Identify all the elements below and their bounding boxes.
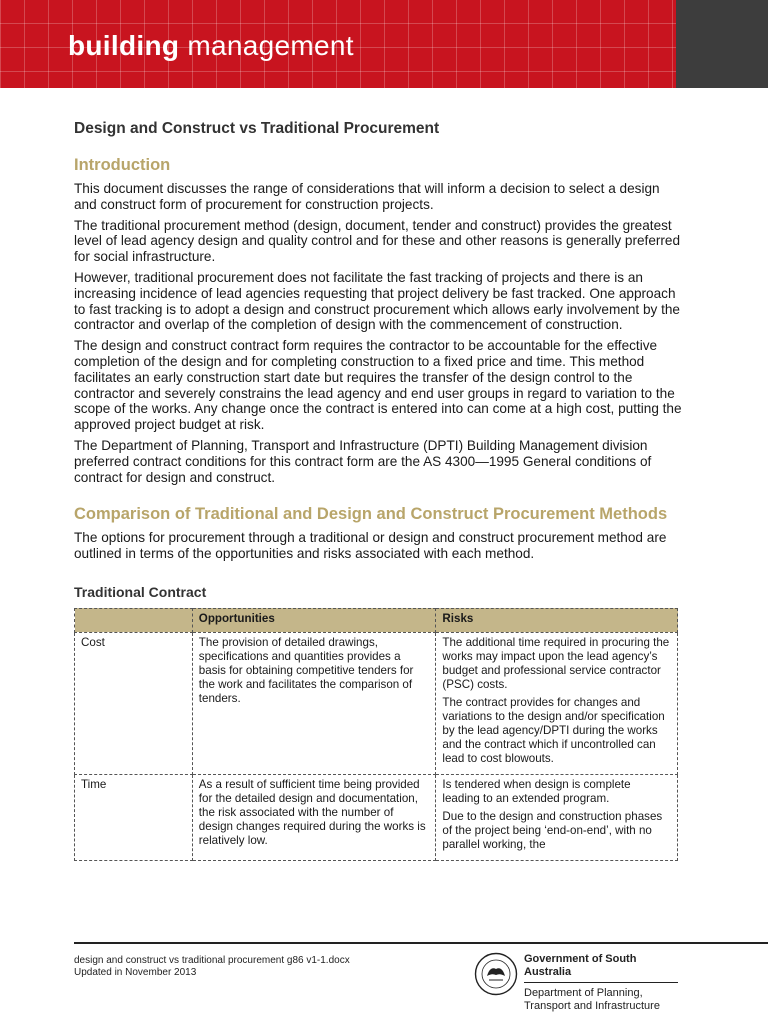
table-row bbox=[75, 632, 678, 774]
document-title: Design and Construct vs Traditional Procurement bbox=[74, 120, 440, 137]
paragraph: The Department of Planning, Transport and Infrastructure (DPTI) Building Management division preferred contract conditions for this contract form are the AS 4300—1995 General conditions of contract for design and construct. bbox=[74, 437, 652, 485]
header-banner bbox=[0, 0, 768, 88]
risk-item: Due to the design and construction phases of the project being ‘end-on-end’, with no parallel working, the bbox=[442, 809, 663, 851]
footer-doc-info bbox=[74, 955, 350, 978]
brand-bold: building bbox=[68, 30, 180, 61]
risk-item: The additional time required in procuring the works may impact upon the lead agency’s budget and professional service contractor (PSC) costs. bbox=[442, 635, 670, 691]
brand-title bbox=[68, 30, 354, 62]
table-row bbox=[75, 774, 678, 860]
footer-doc-name: design and construct vs traditional procurement g86 v1-1.docx bbox=[74, 955, 350, 966]
paragraph: The options for procurement through a traditional or design and construct procurement method are outlined in terms of the opportunities and risks associated with each method. bbox=[74, 530, 667, 562]
government-seal-icon bbox=[474, 952, 518, 996]
gov-name: Government of South Australia bbox=[524, 953, 678, 983]
footer-updated: Updated in November 2013 bbox=[74, 966, 197, 978]
dept-line-2: Transport and Infrastructure bbox=[524, 999, 660, 1012]
header-dark-block bbox=[676, 0, 768, 88]
intro-heading: Introduction bbox=[74, 156, 171, 174]
paragraph: However, traditional procurement does not facilitate the fast tracking of projects and there is an increasing incidence of lead agencies requesting that project delivery be fast tracked. One approach to fast tracking is to adopt a design and construct procurement which allows early involvement by the contractor and overlap of the completion of design with the commencement of construction. bbox=[74, 269, 680, 333]
footer-divider bbox=[74, 942, 768, 944]
table-header-cell: Risks bbox=[436, 608, 678, 632]
table-header-cell bbox=[75, 608, 193, 632]
row-label: Time bbox=[75, 774, 193, 860]
opportunities-cell: As a result of sufficient time being provided for the detailed design and documentation, the risk associated with the number of design changes required during the works is relatively low. bbox=[192, 774, 436, 860]
table-header-cell: Opportunities bbox=[192, 608, 436, 632]
table-header-row bbox=[75, 608, 678, 632]
opportunities-cell: The provision of detailed drawings, specifications and quantities provides a basis for obtaining competitive tenders for the work and facilitates the comparison of tenders. bbox=[192, 632, 436, 774]
comparison-table bbox=[74, 608, 678, 861]
brand-light: management bbox=[187, 30, 354, 61]
dept-line-1: Department of Planning, bbox=[524, 987, 643, 999]
row-label: Cost bbox=[75, 632, 193, 774]
risk-item: Is tendered when design is complete leading to an extended program. bbox=[442, 777, 631, 805]
risk-item: The contract provides for changes and variations to the design and/or specification by the lead agency/DPTI during the works and the contract which if uncontrolled can lead to cost blowouts. bbox=[442, 695, 665, 765]
table-heading: Traditional Contract bbox=[74, 583, 207, 600]
risks-cell bbox=[436, 774, 678, 860]
document-body bbox=[74, 120, 684, 861]
paragraph: The traditional procurement method (design, document, tender and construct) provides the greatest level of lead agency design and quality control and for these and other reasons is generally preferred for social infrastructure. bbox=[74, 217, 681, 265]
risks-cell bbox=[436, 632, 678, 774]
paragraph: This document discusses the range of considerations that will inform a decision to select a design and construct form of procurement for construction projects. bbox=[74, 181, 660, 212]
government-branding bbox=[524, 953, 678, 1012]
paragraph: The design and construct contract form requires the contractor to be accountable for the effective completion of the design and for completing construction to a fixed price and time. This method facilitates an early construction start date but requires the transfer of the design control to the contractor and severely constrains the lead agency and end user groups in regard to variation to the scope of the works. Any change once the contract is entered into can come at a high cost, putting the approved project budget at risk. bbox=[74, 338, 682, 433]
comparison-heading: Comparison of Traditional and Design and Construct Procurement Methods bbox=[74, 505, 668, 524]
